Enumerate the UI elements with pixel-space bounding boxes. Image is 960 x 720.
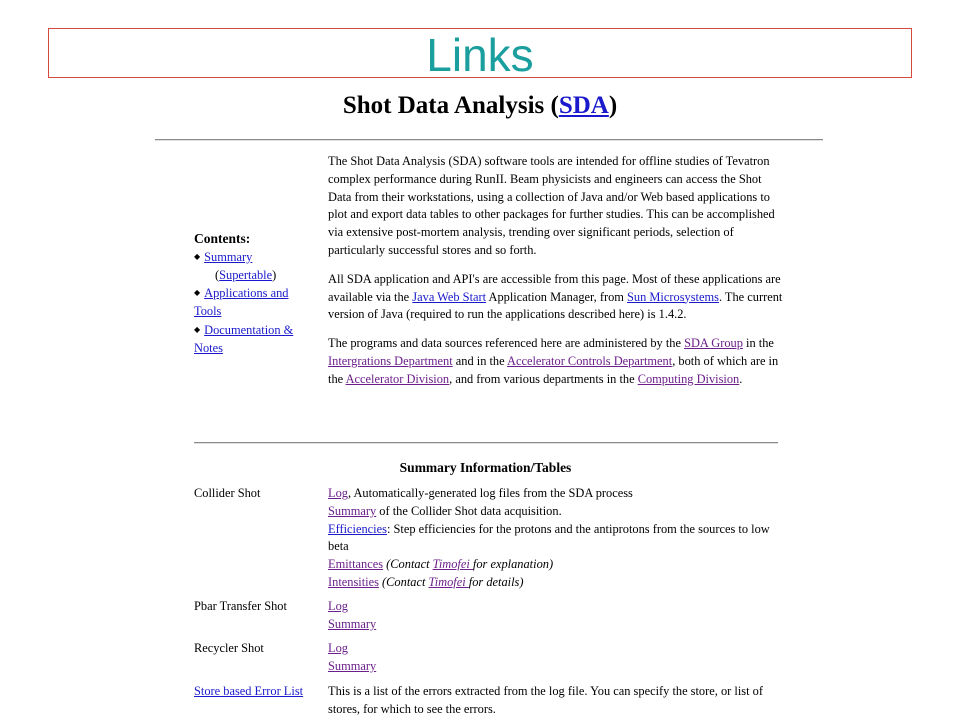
- collider-log-row: Log, Automatically-generated log files from the SDA process: [328, 486, 633, 500]
- sda-heading-link[interactable]: SDA: [558, 92, 609, 119]
- integrations-department-link[interactable]: Intergrations Department: [328, 353, 453, 368]
- recycler-shot-label: Recycler Shot: [194, 641, 264, 655]
- bullet-icon: ◆: [194, 251, 201, 261]
- toc-item-applications: [194, 284, 309, 321]
- collider-shot-content: [328, 485, 778, 592]
- supertable-link[interactable]: Supertable: [219, 267, 273, 282]
- page-heading-suffix: ): [608, 92, 618, 119]
- computing-division-link[interactable]: Computing Division: [637, 371, 740, 386]
- collider-efficiencies-row: Efficiencies: Step efficiencies for the protons and the antiprotons from the sources to low beta: [328, 521, 770, 554]
- pbar-transfer-shot-content: [328, 598, 778, 634]
- bullet-icon: ◆: [194, 324, 201, 334]
- collider-summary-link[interactable]: Summary: [328, 503, 377, 518]
- summary-link[interactable]: Summary: [204, 249, 253, 264]
- page-heading: [0, 91, 960, 121]
- collider-summary-row: Summary of the Collider Shot data acquisition.: [328, 503, 562, 518]
- collider-intensities-row: Intensities (Contact Timofei for details): [328, 574, 524, 589]
- timofei-contact-link[interactable]: Timofei: [432, 557, 473, 572]
- contents-title: Contents:: [194, 231, 251, 246]
- toc-item-summary: [194, 248, 309, 267]
- intro-paragraph-3: The programs and data sources referenced here are administered by the SDA Group in the Intergrations Department and in the Accelerator Controls Department, both of which are in the Accelerator Division, and from various departments in the Computing Division.: [328, 336, 779, 386]
- intro-text: [328, 153, 783, 400]
- recycler-summary-link[interactable]: Summary: [328, 658, 377, 673]
- bullet-icon: ◆: [194, 288, 201, 298]
- intensities-link[interactable]: Intensities: [328, 574, 379, 589]
- emittances-link[interactable]: Emittances: [328, 557, 384, 572]
- store-error-list-label: [194, 683, 319, 701]
- slide-title-box: [48, 28, 912, 81]
- applications-and-tools-link[interactable]: Applications and Tools: [194, 286, 289, 319]
- section-divider: [194, 442, 778, 444]
- pbar-summary-link[interactable]: Summary: [328, 616, 377, 631]
- efficiencies-link[interactable]: Efficiencies: [328, 521, 387, 536]
- contents-nav: [194, 230, 309, 358]
- slide-title: Links: [426, 29, 534, 81]
- documentation-and-notes-link[interactable]: Documentation & Notes: [194, 322, 294, 355]
- java-web-start-link[interactable]: Java Web Start: [412, 289, 487, 304]
- sda-group-link[interactable]: SDA Group: [684, 336, 743, 351]
- intro-paragraph-1: The Shot Data Analysis (SDA) software tools are intended for offline studies of Tevatron complex performance during RunII. Beam physicists and engineers can access the Shot Data from their workstations, using a collection of Java and/or Web based applications to plot and export data tables to other packages for further studies. This can be accomplished via extensive post-mortem analysis, trending over significant periods, selection of particularly successful stores and so forth.: [328, 154, 775, 257]
- collider-log-link[interactable]: Log: [328, 486, 348, 500]
- intro-paragraph-2: All SDA application and API's are accessible from this page. Most of these applications are available via the Java Web Start Application Manager, from Sun Microsystems. The current version of Java (required to run the applications described here) is 1.4.2.: [328, 271, 783, 322]
- top-divider: [155, 139, 823, 141]
- recycler-shot-content: [328, 640, 778, 676]
- accelerator-controls-department-link[interactable]: Accelerator Controls Department: [507, 353, 673, 368]
- store-based-error-list-link[interactable]: Store based Error List: [194, 684, 304, 698]
- toc-item-supertable: (Supertable): [215, 267, 277, 282]
- toc-item-documentation: [194, 321, 309, 358]
- page-heading-prefix: Shot Data Analysis (: [342, 92, 559, 119]
- collider-emittances-row: Emittances (Contact Timofei for explanation): [328, 557, 554, 572]
- sun-microsystems-link[interactable]: Sun Microsystems: [627, 289, 719, 304]
- pbar-transfer-shot-label: Pbar Transfer Shot: [194, 599, 287, 613]
- accelerator-division-link[interactable]: Accelerator Division: [345, 371, 450, 386]
- collider-shot-label: Collider Shot: [194, 486, 261, 500]
- recycler-log-link[interactable]: Log: [328, 641, 348, 655]
- summary-section-title: Summary Information/Tables: [399, 460, 572, 475]
- timofei-contact-link[interactable]: Timofei: [428, 574, 469, 589]
- store-error-list-description: This is a list of the errors extracted from the log file. You can specify the store, or list of stores, for which to see the errors.: [328, 684, 763, 716]
- pbar-log-link[interactable]: Log: [328, 599, 348, 613]
